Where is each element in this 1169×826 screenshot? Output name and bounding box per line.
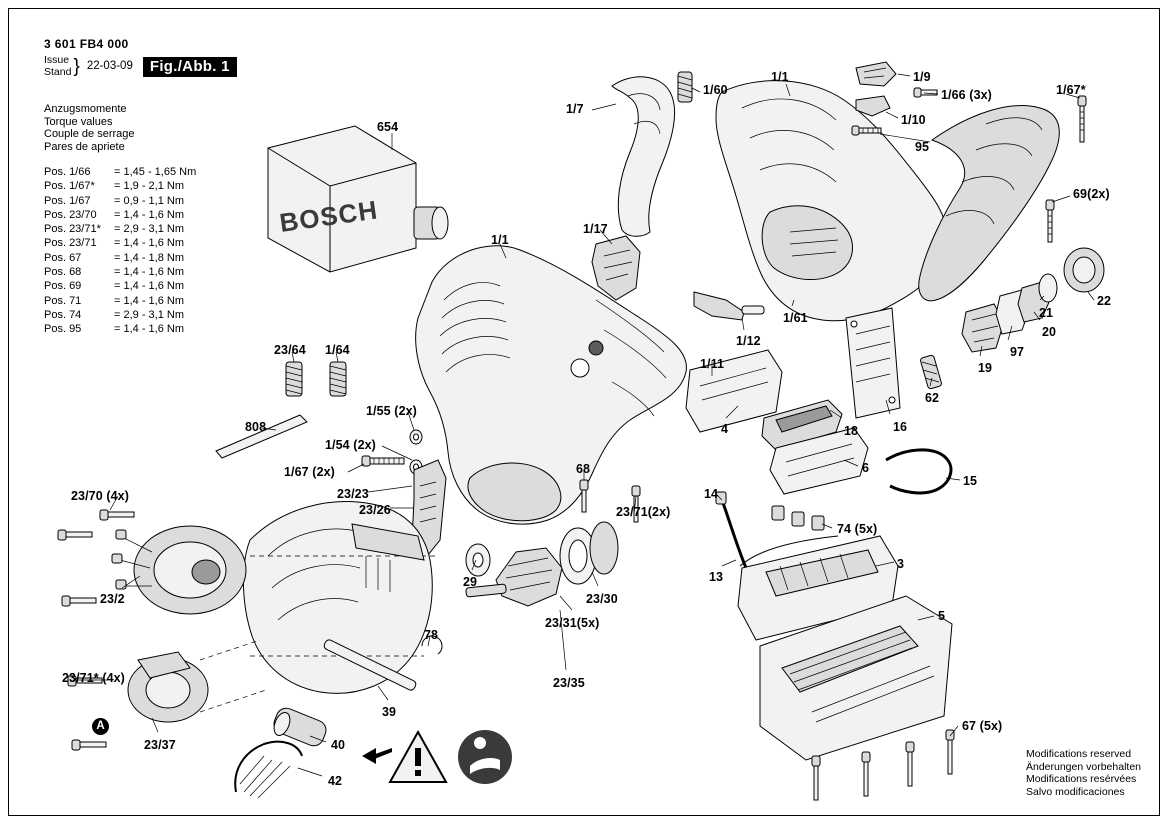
part-1-12-lever (694, 292, 764, 320)
callout-label-c6: 6 (862, 461, 870, 475)
callout-label-c19: 19 (978, 361, 993, 375)
torque-val: = 2,9 - 3,1 Nm (114, 223, 185, 236)
callout-label-c78: 78 (424, 628, 439, 642)
torque-row (44, 194, 196, 208)
callout-label-c22: 22 (1097, 294, 1112, 308)
callout-label-c40: 40 (331, 738, 346, 752)
callout-label-c42: 42 (328, 774, 343, 788)
torque-row (44, 308, 196, 322)
stand-label: Stand (44, 65, 72, 78)
arrow-icon (362, 748, 392, 764)
torque-value-list (44, 165, 196, 337)
torque-pos: Pos. 74 (44, 308, 82, 321)
callout-label-c23_35: 23/35 (553, 676, 585, 690)
torque-val: = 0,9 - 1,1 Nm (114, 194, 185, 207)
torque-pos: Pos. 23/71* (44, 223, 101, 236)
torque-row (44, 236, 196, 250)
torque-pos: Pos. 67 (44, 251, 82, 264)
callout-label-c23_64: 23/64 (274, 343, 306, 357)
callout-label-c1_7: 1/7 (566, 102, 584, 116)
torque-pos: Pos. 1/66 (44, 166, 91, 178)
callout-label-c1_60: 1/60 (703, 83, 728, 97)
part-21-cap (1039, 274, 1057, 302)
callout-label-c69: 69(2x) (1073, 187, 1110, 201)
part-1-1-housing-left (416, 246, 687, 524)
torque-title-es: Pares de apriete (44, 140, 125, 153)
callout-label-c97: 97 (1010, 345, 1025, 359)
part-13-14-cable (716, 492, 748, 572)
callout-label-c23_26: 23/26 (359, 503, 391, 517)
issue-label: Issue (44, 54, 70, 66)
callout-label-c5: 5 (938, 609, 946, 623)
detail-marker-a: A (92, 718, 109, 735)
torque-pos: Pos. 69 (44, 280, 82, 293)
callout-label-c1_17: 1/17 (583, 222, 608, 236)
part-23-2-motor (112, 526, 246, 614)
callout-label-c20: 20 (1042, 325, 1057, 339)
callout-label-c654: 654 (377, 120, 399, 134)
part-gearbox-housing (243, 502, 439, 694)
torque-val: = 1,4 - 1,6 Nm (114, 280, 185, 293)
callout-label-c1_12: 1/12 (736, 334, 761, 348)
callout-label-c14: 14 (704, 487, 719, 501)
torque-val: = 1,4 - 1,6 Nm (114, 208, 185, 221)
torque-val: = 2,9 - 3,1 Nm (114, 308, 185, 321)
part-code: 3 601 FB4 000 (44, 37, 129, 51)
part-motor-tube (919, 106, 1060, 301)
read-manual-icon (458, 730, 512, 784)
callout-label-c62: 62 (925, 391, 940, 405)
callout-label-c1_54: 1/54 (2x) (325, 438, 376, 452)
torque-row (44, 179, 196, 193)
issue-date: 22-03-09 (86, 60, 133, 72)
torque-pos: Pos. 1/67 (44, 194, 91, 207)
torque-row (44, 279, 196, 293)
callout-label-c1_10: 1/10 (901, 113, 926, 127)
callout-label-c23_70: 23/70 (4x) (71, 489, 129, 503)
torque-row (44, 294, 196, 308)
svg-text:BOSCH: BOSCH (277, 194, 380, 238)
callout-label-c39: 39 (382, 705, 397, 719)
warning-triangle-icon (390, 732, 446, 782)
part-1-7-lever (612, 77, 675, 236)
torque-val: = 1,45 - 1,65 Nm (114, 166, 197, 178)
torque-title-fr: Couple de serrage (44, 128, 135, 141)
torque-row (44, 322, 196, 336)
callout-label-c13: 13 (709, 570, 724, 584)
callout-label-c16: 16 (893, 420, 908, 434)
callout-label-c1_67: 1/67 (2x) (284, 465, 335, 479)
callout-label-c23_71: 23/71(2x) (616, 505, 671, 519)
issue-stand-labels (44, 55, 71, 78)
part-74-screws (772, 506, 824, 530)
torque-row (44, 222, 196, 236)
part-23-64-spring (286, 362, 302, 396)
callout-label-c1_55: 1/55 (2x) (366, 404, 417, 418)
callout-label-c23_30: 23/30 (586, 592, 618, 606)
callout-label-c74: 74 (5x) (837, 522, 878, 536)
callout-label-c808: 808 (245, 420, 267, 434)
torque-row (44, 265, 196, 279)
callout-label-c1_64: 1/64 (325, 343, 350, 357)
torque-titles (44, 103, 135, 153)
callout-label-c1_9: 1/9 (913, 70, 931, 84)
callout-label-c3: 3 (897, 557, 905, 571)
part-16-pcb (846, 308, 900, 418)
part-1-60-spring (678, 72, 692, 102)
torque-val: = 1,4 - 1,6 Nm (114, 294, 185, 307)
torque-row (44, 165, 196, 179)
callout-label-c1_11: 1/11 (700, 357, 725, 371)
torque-pos: Pos. 95 (44, 323, 82, 336)
footer-note-es: Salvo modificaciones (1025, 785, 1125, 798)
part-1-64-spring (330, 362, 346, 396)
part-654-carton (268, 126, 448, 272)
callout-label-c1_67s: 1/67* (1056, 83, 1086, 97)
callout-label-c21: 21 (1039, 306, 1054, 320)
torque-pos: Pos. 23/70 (44, 208, 97, 221)
part-1-17-switch (592, 236, 640, 300)
callout-label-c23_2: 23/2 (100, 592, 125, 606)
torque-pos: Pos. 68 (44, 266, 82, 279)
torque-val: = 1,9 - 2,1 Nm (114, 180, 185, 193)
callout-label-c68: 68 (576, 462, 591, 476)
part-1-9-bracket (856, 62, 896, 86)
torque-row (44, 208, 196, 222)
footer-notes (1026, 748, 1141, 798)
torque-title-en: Torque values (44, 115, 113, 128)
torque-val: = 1,4 - 1,6 Nm (114, 266, 185, 279)
header-block (44, 38, 284, 78)
brace-symbol: } (73, 55, 80, 77)
footer-note-fr: Modifications resérvées (1025, 773, 1137, 786)
callout-label-c15: 15 (963, 474, 978, 488)
torque-pos: Pos. 71 (44, 294, 82, 307)
footer-note-de: Änderungen vorbehalten (1025, 760, 1141, 773)
callout-label-c18: 18 (844, 424, 859, 438)
part-42-spring (235, 742, 302, 798)
torque-pos: Pos. 1/67* (44, 180, 95, 193)
footer-note-en: Modifications reserved (1025, 748, 1132, 761)
callout-label-c4: 4 (721, 422, 729, 436)
callout-label-c23_37: 23/37 (144, 738, 176, 752)
figure-badge: Fig./Abb. 1 (143, 57, 237, 77)
torque-val: = 1,4 - 1,8 Nm (114, 251, 185, 264)
part-15-cable (886, 450, 951, 493)
callout-label-c1_1b: 1/1 (491, 233, 509, 247)
part-69-screws (1046, 200, 1054, 242)
part-62-spring (920, 355, 942, 390)
part-1-66-screws (914, 88, 937, 97)
callout-label-c23_71s: 23/71* (4x) (62, 671, 125, 685)
torque-val: = 1,4 - 1,6 Nm (114, 237, 185, 250)
part-1-67-star-screw (1078, 96, 1086, 142)
torque-val: = 1,4 - 1,6 Nm (114, 323, 185, 336)
torque-pos: Pos. 23/71 (44, 237, 97, 250)
callout-label-c1_61: 1/61 (783, 311, 808, 325)
callout-label-c67: 67 (5x) (962, 719, 1003, 733)
part-22-cover (1064, 248, 1104, 292)
torque-title-de: Anzugsmomente (44, 103, 127, 115)
callout-label-c23_31: 23/31(5x) (545, 616, 600, 630)
callout-label-c1_66: 1/66 (3x) (941, 88, 992, 102)
callout-label-c95: 95 (915, 140, 930, 154)
torque-row (44, 251, 196, 265)
callout-label-c1_1a: 1/1 (771, 70, 789, 84)
callout-label-c29: 29 (463, 575, 478, 589)
issue-row (44, 55, 284, 78)
callout-label-c23_23: 23/23 (337, 487, 369, 501)
part-1-67-screws (362, 456, 404, 466)
